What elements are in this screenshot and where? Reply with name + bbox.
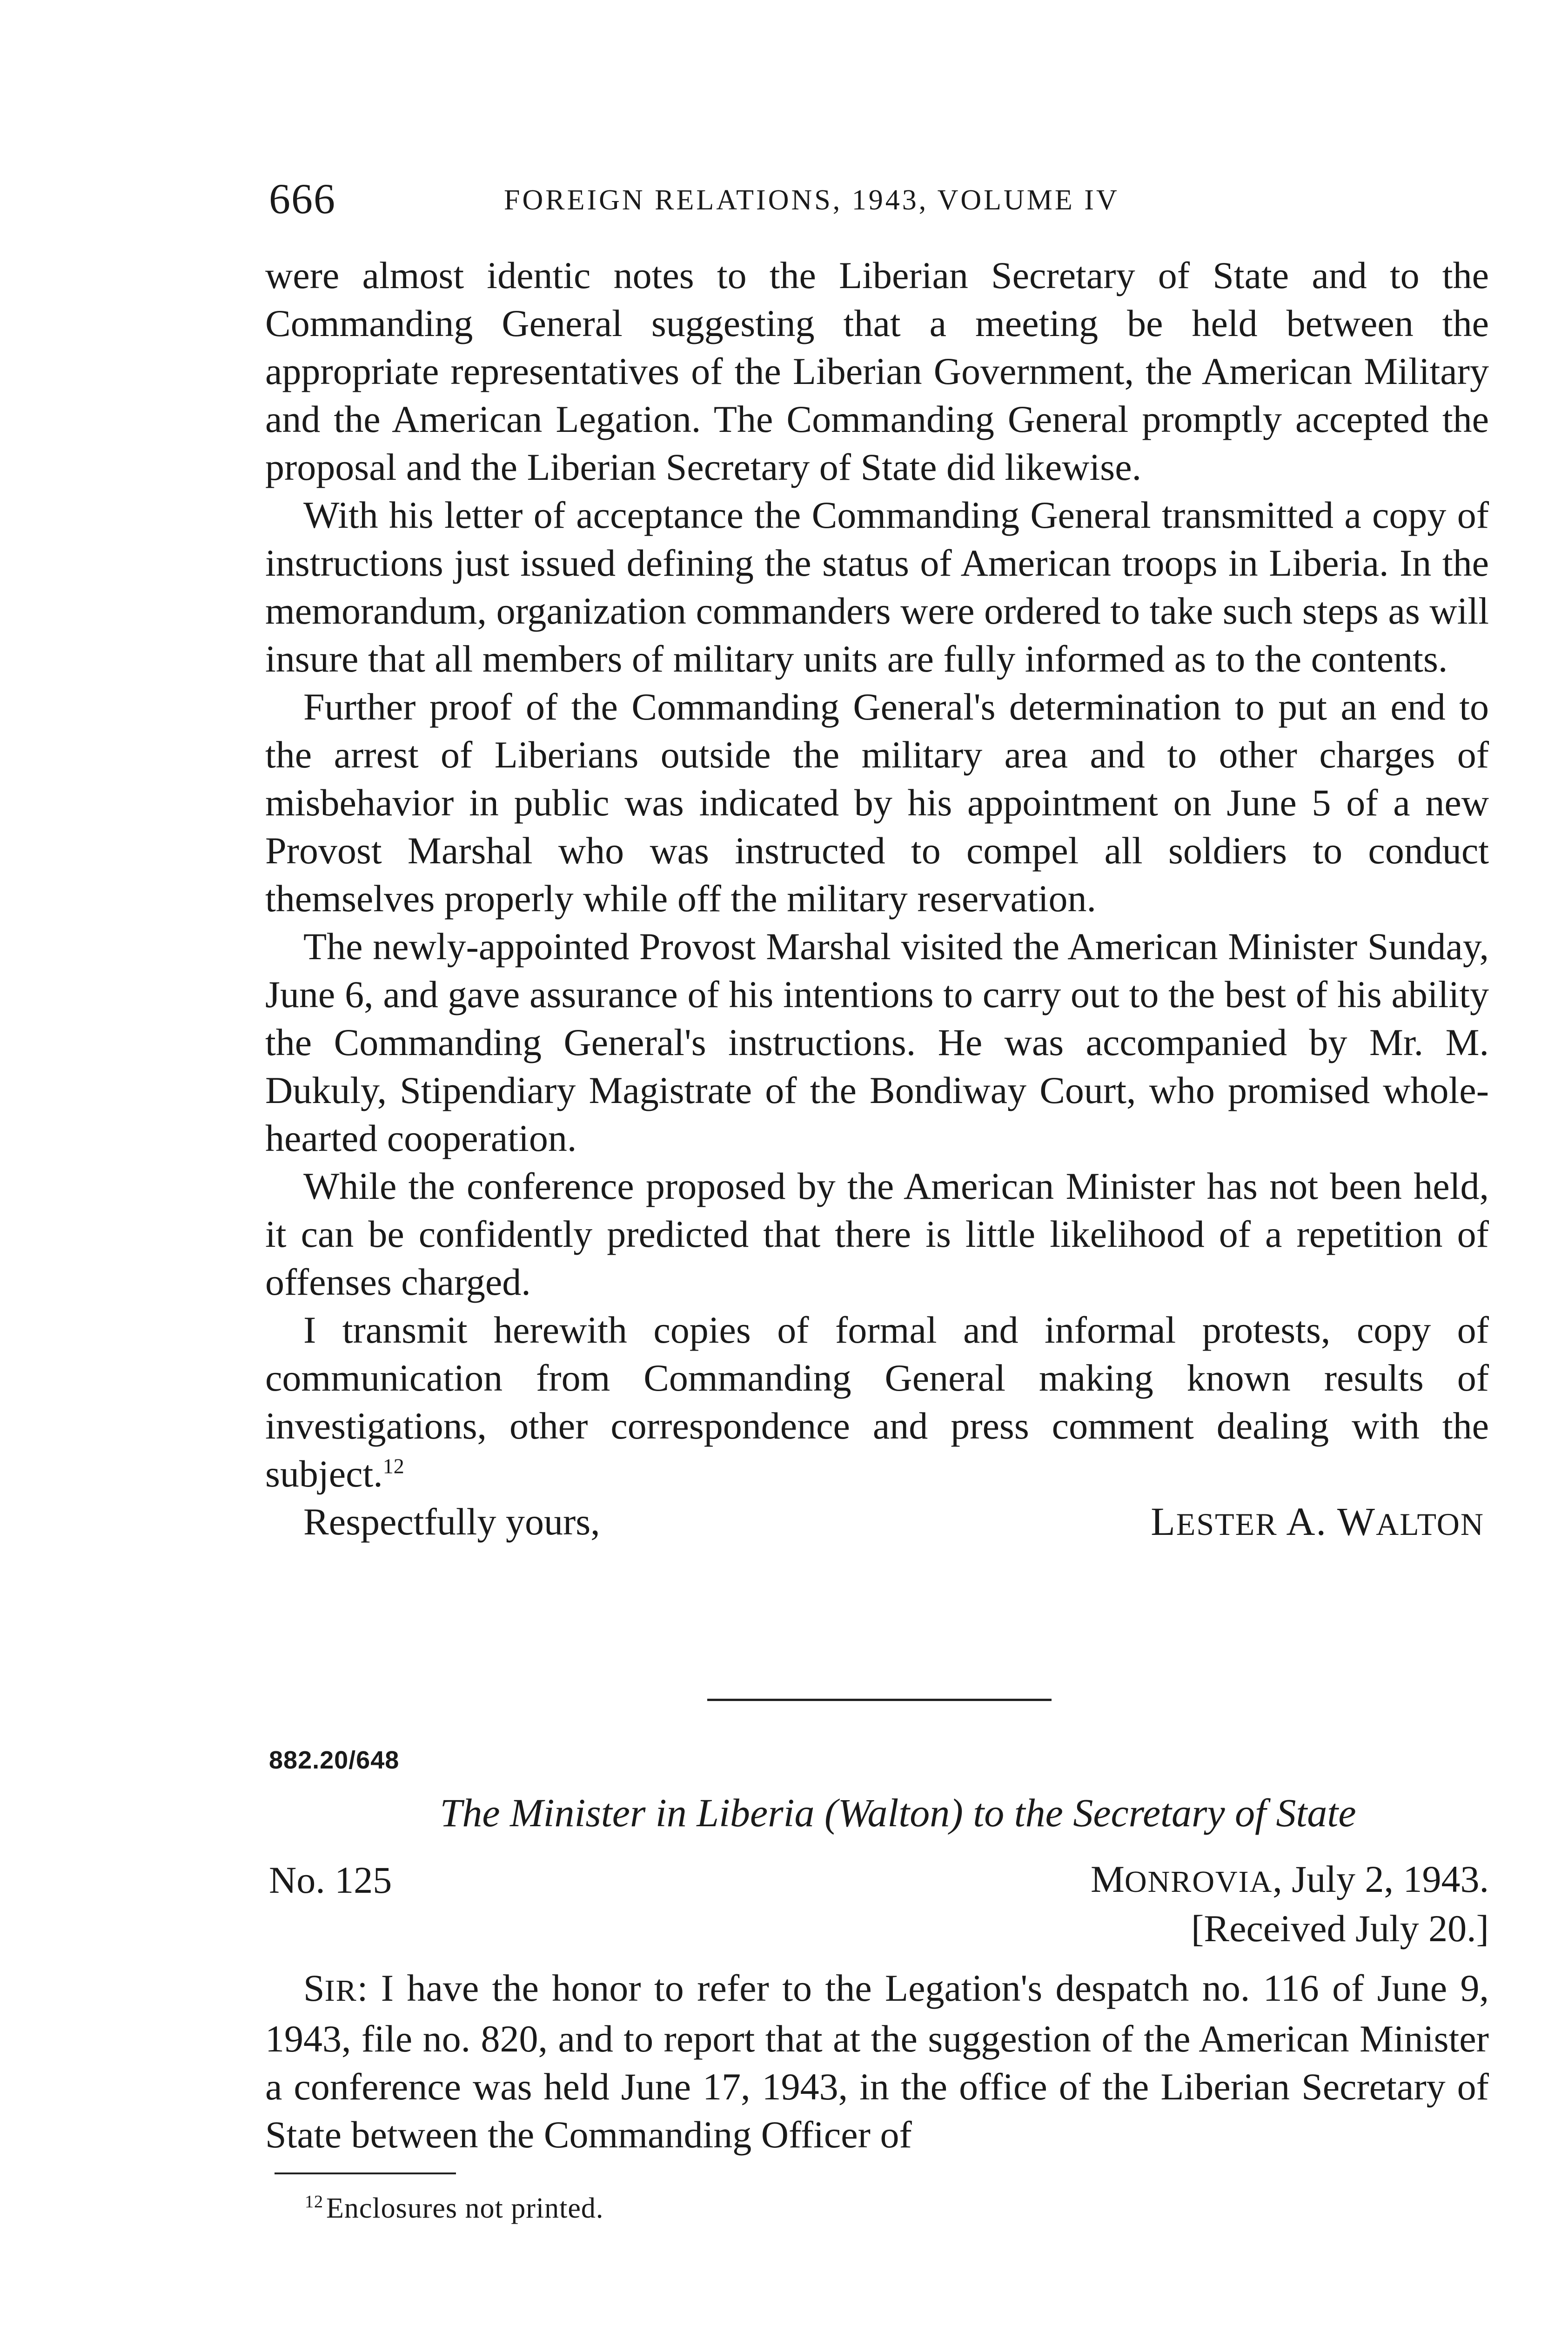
file-number: 882.20/648 — [269, 1746, 400, 1774]
footnote-text: Enclosures not printed. — [326, 2192, 604, 2224]
paragraph: The newly-appointed Provost Marshal visited the American Minister Sunday, June 6, and gave assurance of his intentions to carry out to the best of his ability the Commanding General's instructions. He was accompanied by Mr. M. Dukuly, Stipendiary Magistrate of the Bondiway Court, who promised whole-hearted cooperation. — [265, 925, 1489, 1159]
section-divider — [707, 1699, 1052, 1701]
paragraph-opening — [265, 1964, 1489, 2159]
footnote-mark: 12 — [305, 2192, 323, 2212]
signature-initial: L — [1151, 1499, 1176, 1544]
letter-continuation — [265, 251, 1489, 1546]
closing-line — [265, 1498, 1489, 1546]
footnote-divider — [275, 2172, 456, 2174]
salutation-initial: S — [303, 1967, 325, 2009]
despatch-number: No. 125 — [269, 1859, 392, 1901]
signature-small-caps: ESTER — [1176, 1506, 1278, 1542]
place-initial: M — [1091, 1858, 1125, 1900]
complimentary-close: Respectfully yours, — [303, 1500, 600, 1543]
paragraph: Further proof of the Commanding General's determination to put an end to the arrest of Liberians outside the military area and to other charges of misbehavior in public was indicated by his appointment on June 5 of a new Provost Marshal who was instructed to compel all soldiers to conduct themselves properly while off the military reservation. — [265, 686, 1489, 920]
signature — [1151, 1498, 1484, 1548]
date: , July 2, 1943. — [1273, 1858, 1489, 1900]
salutation-small-caps: IR — [324, 1974, 357, 2008]
paragraph-transmittal — [265, 1306, 1489, 1498]
place-small-caps: ONROVIA — [1124, 1865, 1273, 1899]
paragraph-text: I transmit herewith copies of formal and informal protests, copy of communication from Commanding General making known results of investigations, other correspondence and press comment dealing with the subject. — [265, 1309, 1489, 1495]
running-title: FOREIGN RELATIONS, 1943, VOLUME IV — [504, 184, 1119, 216]
footnote-reference: 12 — [382, 1454, 404, 1478]
signature-initial: W — [1337, 1499, 1376, 1544]
received-date: [Received July 20.] — [1191, 1907, 1489, 1950]
paragraph: were almost identic notes to the Liberian Secretary of State and to the Commanding General suggesting that a meeting be held between the appropriate representatives of the Liberian Government, the American Military and the American Legation. The Commanding General promptly accepted the proposal and the Liberian Secretary of State did likewise. — [265, 254, 1489, 488]
paragraph-text: : I have the honor to refer to the Legation's despatch no. 116 of June 9, 1943, file no. 820, and to report that at the suggestion of the American Minister a conference was held June 17, 1943, in the office of the Liberian Secretary of State between the Commanding Officer of — [265, 1967, 1489, 2156]
place-and-date — [1091, 1856, 1489, 1905]
signature-small-caps: ALTON — [1376, 1506, 1484, 1542]
document-title: The Minister in Liberia (Walton) to the Secretary of State — [440, 1790, 1356, 1835]
dateline — [1091, 1856, 1489, 1952]
paragraph: With his letter of acceptance the Commanding General transmitted a copy of instructions just issued defining the status of American troops in Liberia. In the memorandum, organization commanders were ordered to take such steps as will insure that all members of military units are fully informed as to the contents. — [265, 494, 1489, 680]
paragraph: While the conference proposed by the American Minister has not been held, it can be confidently predicted that there is little likelihood of a repetition of offenses charged. — [265, 1165, 1489, 1303]
page-number: 666 — [269, 175, 336, 222]
page-header — [269, 173, 1497, 224]
footnote — [305, 2190, 603, 2227]
letter-body — [265, 1964, 1489, 2159]
signature-middle: A. — [1277, 1499, 1337, 1544]
